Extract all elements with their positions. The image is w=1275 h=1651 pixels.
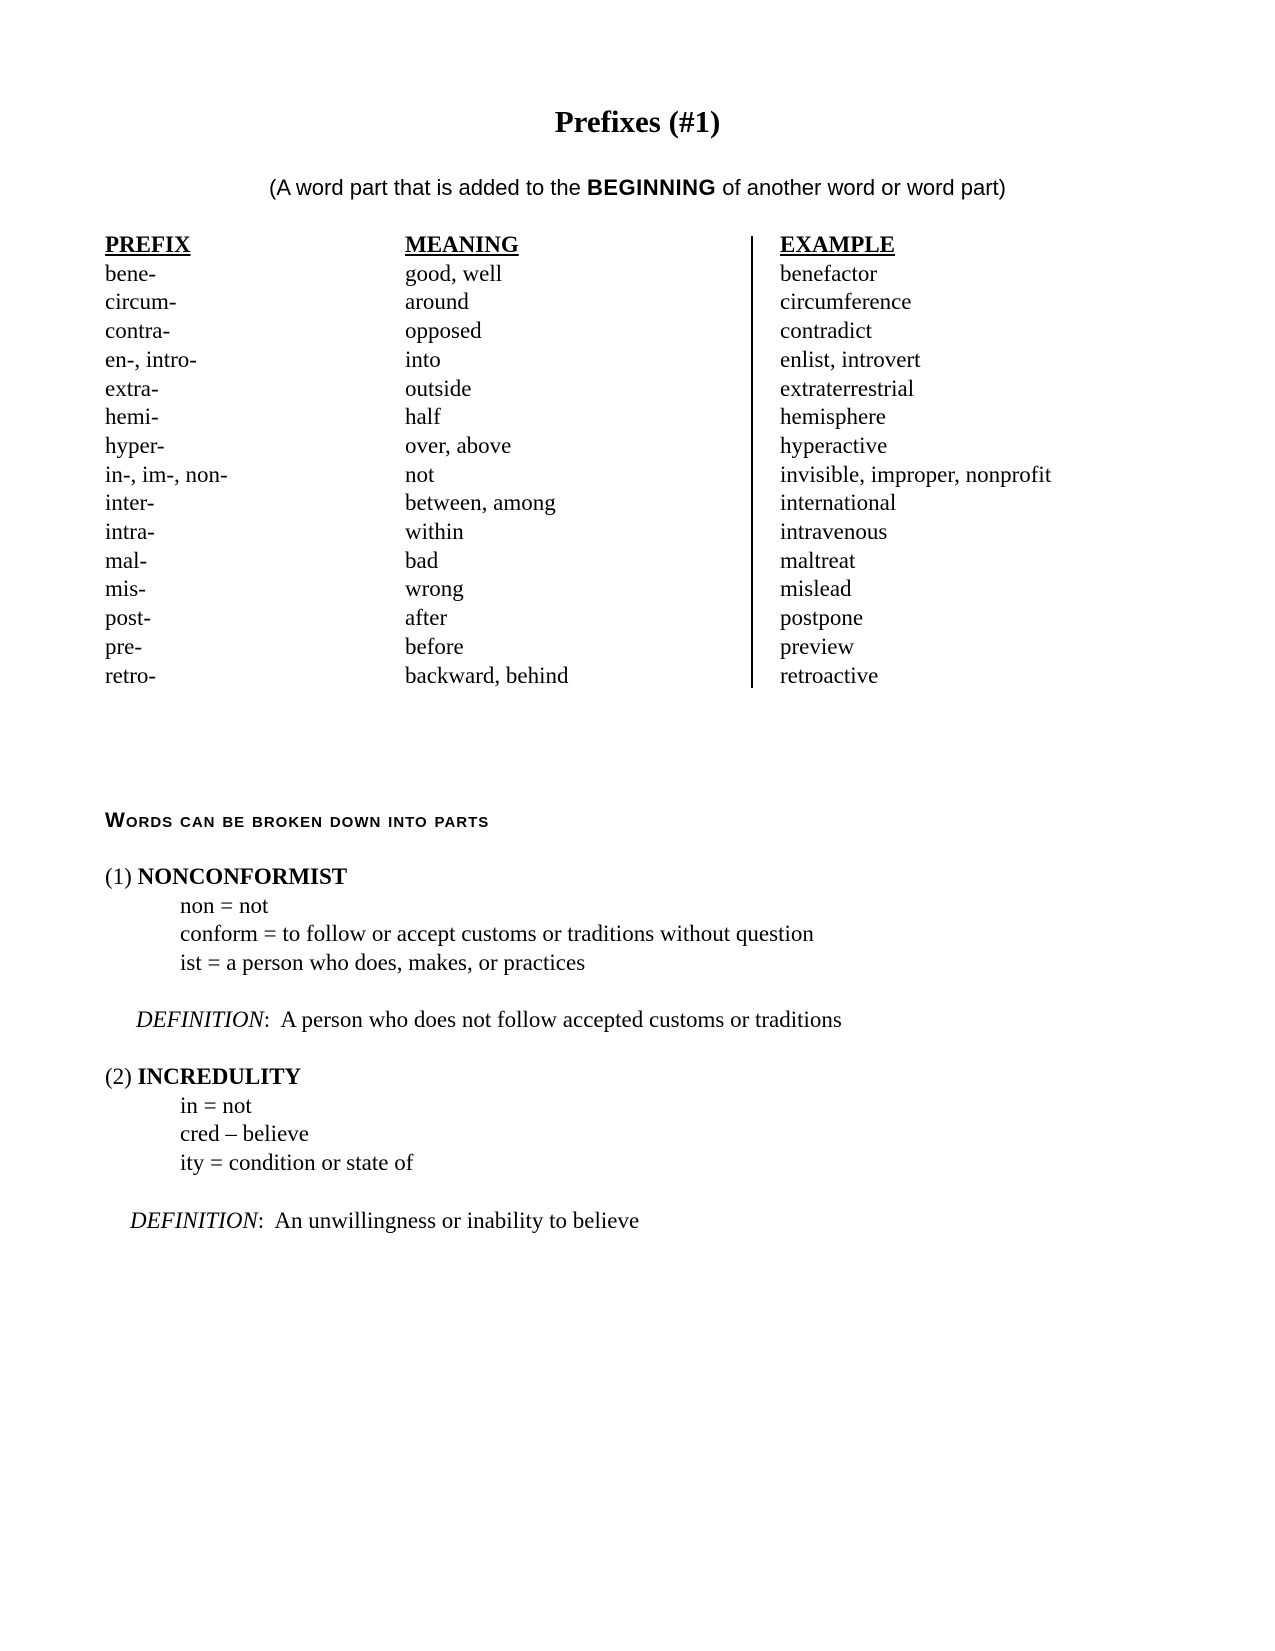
example-header: EXAMPLE <box>780 232 895 257</box>
word-example-2 <box>105 1063 413 1178</box>
prefix-cell: mal- <box>105 547 148 573</box>
meaning-header: MEANING <box>405 232 519 257</box>
word-number: (2) <box>105 1064 132 1089</box>
example-cell: hyperactive <box>780 432 888 458</box>
prefix-cell: hyper- <box>105 432 165 458</box>
example-cell: preview <box>780 633 855 659</box>
prefix-cell: post- <box>105 605 151 631</box>
example-cell: maltreat <box>780 547 856 573</box>
definition-text: A person who does not follow accepted customs or traditions <box>280 1007 842 1032</box>
prefix-cell: intra- <box>105 519 155 545</box>
meaning-cell: bad <box>405 547 439 573</box>
prefix-header: PREFIX <box>105 232 191 257</box>
example-cell: postpone <box>780 605 864 631</box>
meaning-cell: good, well <box>405 260 503 286</box>
prefix-cell: in-, im-, non- <box>105 461 228 487</box>
prefix-cell: bene- <box>105 260 157 286</box>
prefix-cell: en-, intro- <box>105 346 197 372</box>
meaning-cell: around <box>405 289 469 315</box>
prefix-cell: pre- <box>105 633 143 659</box>
example-cell: mislead <box>780 576 852 602</box>
word-term: NONCONFORMIST <box>137 864 348 889</box>
example-cell: hemisphere <box>780 404 887 430</box>
word-parts <box>180 892 814 978</box>
meaning-cell: before <box>405 633 464 659</box>
meaning-cell: not <box>405 461 435 487</box>
example-cell: circumference <box>780 289 912 315</box>
meaning-column <box>405 231 569 690</box>
example-cell: retroactive <box>780 662 879 688</box>
meaning-cell: outside <box>405 375 472 401</box>
meaning-cell: between, among <box>405 490 556 516</box>
subtitle <box>0 174 1275 202</box>
example-cell: invisible, improper, nonprofit <box>780 461 1052 487</box>
subtitle-after: of another word or word part) <box>716 175 1006 200</box>
meaning-cell: over, above <box>405 432 512 458</box>
meaning-cell: wrong <box>405 576 464 602</box>
prefix-cell: extra- <box>105 375 159 401</box>
prefix-column <box>105 231 228 690</box>
meaning-cell: opposed <box>405 318 482 344</box>
example-column <box>780 231 1051 690</box>
word-part: conform = to follow or accept customs or traditions without question <box>180 921 814 947</box>
word-number: (1) <box>105 864 132 889</box>
word-part: non = not <box>180 892 269 918</box>
meaning-cell: half <box>405 404 441 430</box>
word-part: cred – believe <box>180 1121 309 1147</box>
prefix-cell: contra- <box>105 318 171 344</box>
meaning-cell: after <box>405 605 448 631</box>
definition-1: DEFINITION: A person who does not follow accepted customs or traditions <box>136 1007 842 1032</box>
word-title <box>105 1063 413 1092</box>
page-title: Prefixes (#1) <box>554 104 721 139</box>
word-title <box>105 863 814 892</box>
example-cell: intravenous <box>780 519 888 545</box>
section-heading: Words can be broken down into parts <box>105 809 490 832</box>
prefix-cell: retro- <box>105 662 157 688</box>
prefix-cell: inter- <box>105 490 155 516</box>
word-part: ist = a person who does, makes, or practices <box>180 950 586 976</box>
prefix-cell: hemi- <box>105 404 159 430</box>
prefix-cell: circum- <box>105 289 177 315</box>
definition-text: An unwillingness or inability to believe <box>274 1208 640 1233</box>
column-divider <box>751 236 753 688</box>
subtitle-before: (A word part that is added to the <box>269 175 587 200</box>
definition-2: DEFINITION: An unwillingness or inability to believe <box>130 1208 640 1233</box>
definition-label: DEFINITION <box>136 1007 264 1032</box>
meaning-cell: within <box>405 519 464 545</box>
example-cell: contradict <box>780 318 872 344</box>
word-term: INCREDULITY <box>137 1064 302 1089</box>
prefix-cell: mis- <box>105 576 146 602</box>
meaning-cell: into <box>405 346 441 372</box>
word-parts <box>180 1092 413 1178</box>
example-cell: international <box>780 490 897 516</box>
word-example-1 <box>105 863 814 978</box>
word-part: ity = condition or state of <box>180 1150 414 1176</box>
definition-label: DEFINITION <box>130 1208 258 1233</box>
word-part: in = not <box>180 1092 252 1118</box>
example-cell: extraterrestrial <box>780 375 915 401</box>
example-cell: enlist, introvert <box>780 346 921 372</box>
meaning-cell: backward, behind <box>405 662 569 688</box>
subtitle-emphasis: BEGINNING <box>586 175 717 200</box>
example-cell: benefactor <box>780 260 878 286</box>
